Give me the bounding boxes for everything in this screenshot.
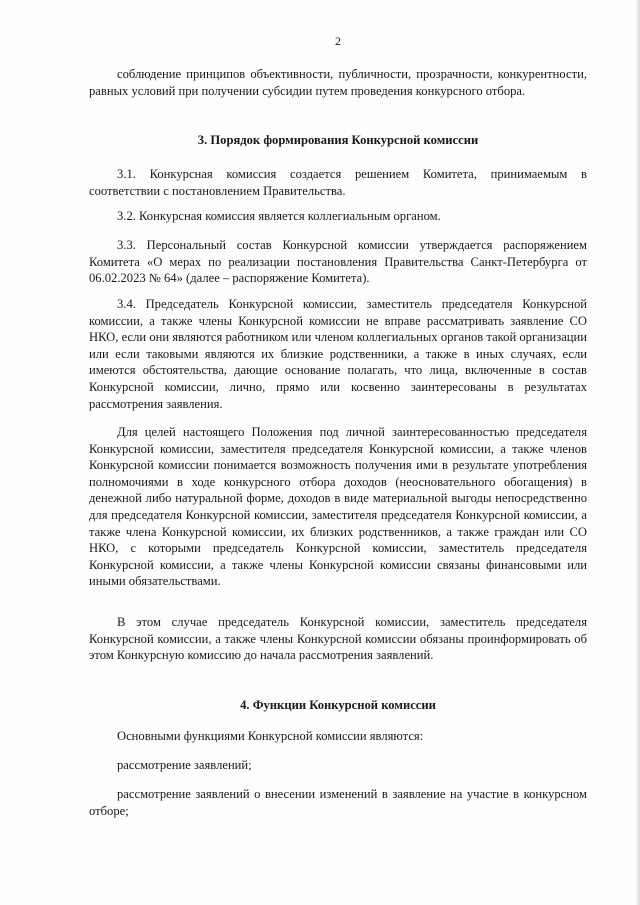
paragraph-3-2: 3.2. Конкурсная комиссия является коллегиальным органом. bbox=[117, 209, 441, 223]
page-number: 2 bbox=[335, 34, 341, 48]
page-edge-shadow bbox=[636, 0, 640, 905]
paragraph-personal-interest: Для целей настоящего Положения под личной заинтересованностью председателя Конкурсной комиссии, заместителя председателя Конкурсной комиссии, а также членов Конкурсной комиссии понимается возможность получения ими в результате употребления полномочиями в ходе конкурсного отбора доходов (неосновательного обогащения) в денежной либо натуральной форме, доходов в виде материальной выгоды непосредственно для председателя Конкурсной комиссии, заместителя председателя Конкурсной комиссии, а также члена Конкурсной комиссии, их близких родственников, а также граждан или СО НКО, с которыми председатель Конкурсной комиссии, заместитель председателя Конкурсной комиссии, а также члены Конкурсной комиссии связаны финансовыми или иными обязательствами. bbox=[89, 425, 587, 589]
paragraph-4-item-1: рассмотрение заявлений; bbox=[117, 758, 252, 772]
paragraph-3-3: 3.3. Персональный состав Конкурсной комиссии утверждается распоряжением Комитета «О мерах по реализации постановления Правительства Санкт-Петербурга от 06.02.2023 № 64» (далее – распоряжение Комитета). bbox=[89, 238, 587, 286]
paragraph-4-intro: Основными функциями Конкурсной комиссии являются: bbox=[117, 729, 424, 743]
paragraph-3-4: 3.4. Председатель Конкурсной комиссии, заместитель председателя Конкурсной комиссии, а также члены Конкурсной комиссии не вправе рассматривать заявление СО НКО, если они являются работником или членом коллегиальных органов такой организации или если таковыми являются их близкие родственники, а также в иных случаях, если имеются обстоятельства, дающие основание полагать, что лица, включенные в состав Конкурсной комиссии, лично, прямо или косвенно заинтересованы в результатах рассмотрения заявления. bbox=[89, 297, 587, 411]
section-heading-3: 3. Порядок формирования Конкурсной комиссии bbox=[197, 133, 479, 147]
paragraph-inform: В этом случае председатель Конкурсной комиссии, заместитель председателя Конкурсной комиссии, а также члены Конкурсной комиссии обязаны проинформировать об этом Конкурсную комиссию до начала рассмотрения заявлений. bbox=[89, 615, 587, 663]
paragraph-principles: соблюдение принципов объективности, публичности, прозрачности, конкурентности, равных условий при получении субсидии путем проведения конкурсного отбора. bbox=[89, 67, 587, 98]
paragraph-4-item-2: рассмотрение заявлений о внесении изменений в заявление на участие в конкурсном отборе; bbox=[89, 787, 587, 818]
section-heading-4: 4. Функции Конкурсной комиссии bbox=[240, 698, 436, 712]
paragraph-3-1: 3.1. Конкурсная комиссия создается решением Комитета, принимаемым в соответствии с постановлением Правительства. bbox=[89, 167, 587, 198]
